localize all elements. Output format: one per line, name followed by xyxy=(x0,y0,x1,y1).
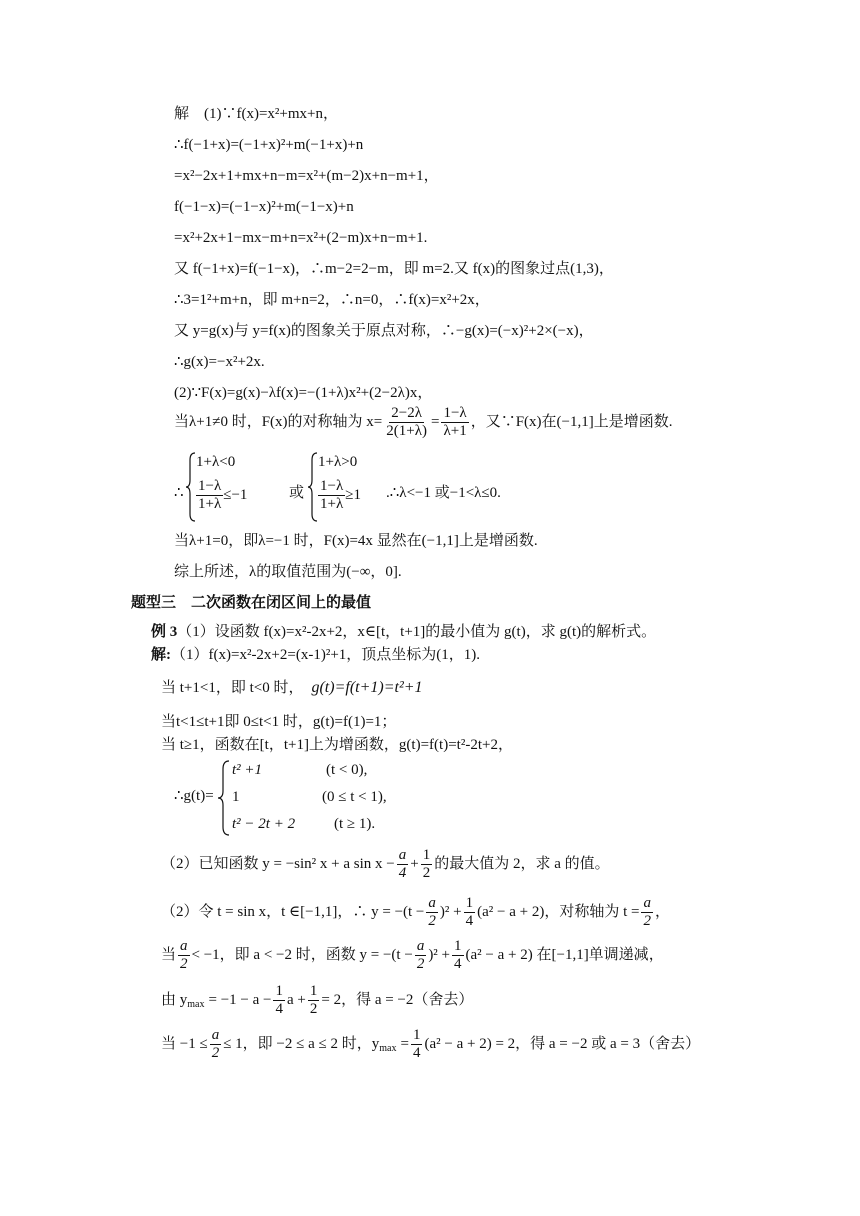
system-a-line-2: $\frac{1-\lambda}{1+\lambda}$ ≤−1 xyxy=(198,478,248,512)
sol-line-14: 综上所述，λ的取值范围为(−∞，0]. xyxy=(174,564,402,580)
sol-line-10: (2)∵F(x)=g(x)−λf(x)=−(1+λ)x²+(2−2λ)x， xyxy=(174,385,433,401)
example-3-case-1: 当 t+1<1，即 t<0 时， g(t)=f(t+1)=t²+1 xyxy=(161,679,423,696)
sol-line-2: ∴f(−1+x)=(−1+x)²+m(−1+x)+n xyxy=(174,137,364,153)
example-3-case-2: 当t<1≤t+1即 0≤t<1 时，g(t)=f(1)=1； xyxy=(161,714,397,730)
sol-line-8: 又 y=g(x)与 y=f(x)的图象关于原点对称，∴−g(x)=(−x)²+2×(−x)， xyxy=(174,323,594,339)
sol-line-7: ∴3=1²+m+n，即 m+n=2，∴n=0，∴f(x)=x²+2x， xyxy=(174,292,490,308)
system-a-line-1: 1+λ<0 xyxy=(196,454,236,470)
piecewise-label: ∴g(t)= xyxy=(174,788,214,804)
sol-line-3: =x²−2x+1+mx+n−m=x²+(m−2)x+n−m+1， xyxy=(174,168,439,184)
sol-line-5: =x²+2x+1−mx−m+n=x²+(2−m)x+n−m+1. xyxy=(174,230,428,246)
piecewise-cond-1: (t < 0), xyxy=(326,762,368,778)
section-title: 题型三 二次函数在闭区间上的最值 xyxy=(131,594,372,611)
example-3-case-3: 当 t≥1，函数在[t，t+1]上为增函数，g(t)=f(t)=t²-2t+2， xyxy=(161,737,513,753)
or-text: 或 xyxy=(289,485,305,501)
therefore-symbol: ∴ xyxy=(174,485,184,501)
piecewise-brace xyxy=(218,760,230,836)
piecewise-expr-3: t² − 2t + 2 xyxy=(232,816,296,832)
system-conclusion: .∴λ<−1 或−1<λ≤0. xyxy=(386,485,501,501)
fraction: $\frac{1-\lambda}{\lambda+1}$ xyxy=(443,405,467,440)
sol-line-4: f(−1−x)=(−1−x)²+m(−1−x)+n xyxy=(174,199,354,215)
sol-line-9: ∴g(x)=−x²+2x. xyxy=(174,354,265,370)
sol-line-1: 解 (1)∵f(x)=x²+mx+n， xyxy=(174,106,339,122)
example-3-solution-2-line-3: 由 $y_{max} = -1 - a$ − $\frac{1}{4}$ a + $\frac{1}{2}$ = 2，得 a = −2（舍去） xyxy=(161,983,474,1018)
example-3-question-2: （2）已知函数 y = −sin² x + a sin x − $\frac{a}{4}$ + $\frac{1}{2}$ 的最大值为 2，求 a 的值。 xyxy=(161,847,610,882)
sol-line-11: 当λ+1≠0 时，F(x)的对称轴为 x= $\frac{2-2\lambda}{2(1+\lambda)}$ = $\frac{1-\lambda}{\lambda+1}$ ，又∵F(x)在(−1,1]上是增函数. xyxy=(174,405,673,440)
example-3-question-1: 例 3（1）设函数 f(x)=x²-2x+2，x∈[t，t+1]的最小值为 g(t)，求 g(t)的解析式。 xyxy=(151,624,657,640)
example-3-solution-2-line-4: 当 −1 ≤ $\frac{a}{2}$ ≤ 1，即 −2 ≤ a ≤ 2 时，$y_{max}$ = $\frac{1}{4}$ (a² − a + 2) = 2，得 a = −2 或 a = 3（舍去） xyxy=(161,1027,701,1062)
example-3-solution-2-line-2: 当 $\frac{a}{2}$ < −1，即 a < −2 时，函数 y = −(t − $\frac{a}{2}$ )² + $\frac{1}{4}$ (a² − a + 2) 在[−1,1]单调递减， xyxy=(161,938,664,973)
example-3-solution-2-line-1: （2）令 t = sin x，t ∈[−1,1]，∴ y = −(t − $\frac{a}{2}$ )² + $\frac{1}{4}$ (a² − a + 2)，对称轴为 t = $\frac{a}{2}$ ， xyxy=(161,895,670,930)
sym-axis-text: 当λ+1≠0 时，F(x)的对称轴为 x= xyxy=(174,414,383,430)
example-3-solution-1: 解:（1）f(x)=x²-2x+2=(x-1)²+1，顶点坐标为(1，1). xyxy=(151,647,481,663)
piecewise-cond-2: (0 ≤ t < 1), xyxy=(322,789,387,805)
piecewise-expr-1: t² +1 xyxy=(232,762,263,778)
sol-line-13: 当λ+1=0，即λ=−1 时，F(x)=4x 显然在(−1,1]上是增函数. xyxy=(174,533,538,549)
left-brace-a xyxy=(186,452,196,522)
piecewise-expr-2: 1 xyxy=(232,789,240,805)
system-b-line-2: $\frac{1-\lambda}{1+\lambda}$ ≥1 xyxy=(320,478,361,512)
sol-line-6: 又 f(−1+x)=f(−1−x)，∴m−2=2−m，即 m=2.又 f(x)的图象过点(1,3)， xyxy=(174,261,614,277)
fraction: $\frac{2-2\lambda}{2(1+\lambda)}$ xyxy=(386,405,427,440)
system-b-line-1: 1+λ>0 xyxy=(318,454,358,470)
piecewise-cond-3: (t ≥ 1). xyxy=(334,816,376,832)
left-brace-b xyxy=(308,452,318,522)
